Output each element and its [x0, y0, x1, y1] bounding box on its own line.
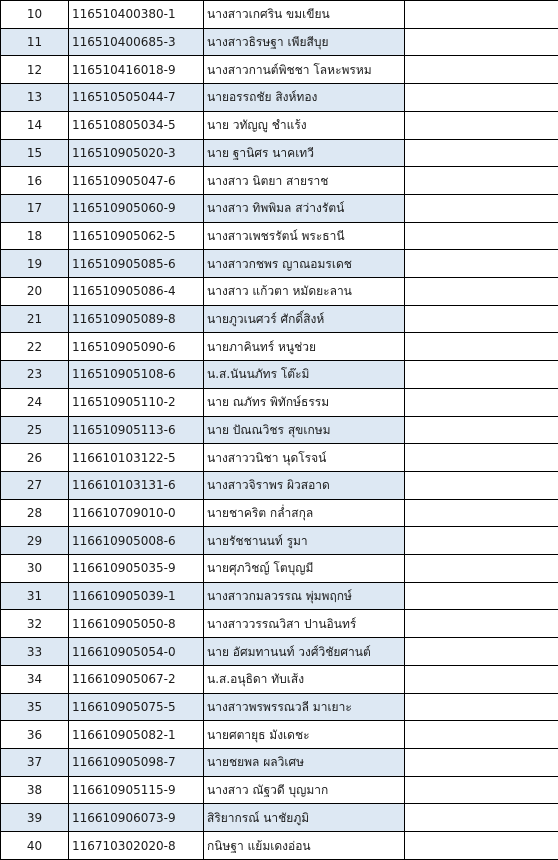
row-number-cell: 15 — [1, 139, 69, 167]
remark-cell — [405, 194, 558, 222]
row-number-cell: 38 — [1, 776, 69, 804]
row-number-cell: 31 — [1, 582, 69, 610]
student-name-cell: นางสาวเพชรรัตน์ พระธานี — [204, 222, 405, 250]
student-name-cell: นางสาว ทิพพิมล สว่างรัตน์ — [204, 194, 405, 222]
student-id-cell: 116510505044-7 — [69, 84, 204, 112]
remark-cell — [405, 56, 558, 84]
remark-cell — [405, 250, 558, 278]
student-name-cell: นางสาวจิราพร ผิวสอาด — [204, 471, 405, 499]
remark-cell — [405, 84, 558, 112]
remark-cell — [405, 721, 558, 749]
table-row — [1, 139, 558, 167]
table-body — [1, 1, 558, 860]
student-name-cell: นางสาววรรณวิสา ปานอินทร์ — [204, 610, 405, 638]
row-number-cell: 14 — [1, 111, 69, 139]
row-number-cell: 24 — [1, 388, 69, 416]
remark-cell — [405, 832, 558, 860]
remark-cell — [405, 471, 558, 499]
remark-cell — [405, 361, 558, 389]
student-id-cell: 116610905008-6 — [69, 527, 204, 555]
remark-cell — [405, 555, 558, 583]
student-id-cell: 116610905115-9 — [69, 776, 204, 804]
student-name-cell: นางสาวกมลวรรณ พุ่มพฤกษ์ — [204, 582, 405, 610]
student-id-cell: 116610905067-2 — [69, 665, 204, 693]
student-id-cell: 116610906073-9 — [69, 804, 204, 832]
table-row — [1, 776, 558, 804]
student-id-cell: 116510416018-9 — [69, 56, 204, 84]
student-id-cell: 116510905113-6 — [69, 416, 204, 444]
row-number-cell: 35 — [1, 693, 69, 721]
table-row — [1, 582, 558, 610]
student-name-cell: นายภาคินทร์ หนูช่วย — [204, 333, 405, 361]
row-number-cell: 37 — [1, 748, 69, 776]
remark-cell — [405, 167, 558, 195]
student-name-cell: นายรัชชานนท์ รูมา — [204, 527, 405, 555]
table-row — [1, 1, 558, 29]
remark-cell — [405, 444, 558, 472]
student-id-cell: 116610905035-9 — [69, 555, 204, 583]
student-id-cell: 116610709010-0 — [69, 499, 204, 527]
student-name-cell: นายชาคริต กล่ำสกุล — [204, 499, 405, 527]
remark-cell — [405, 776, 558, 804]
table-row — [1, 222, 558, 250]
row-number-cell: 25 — [1, 416, 69, 444]
table-row — [1, 388, 558, 416]
table-row — [1, 167, 558, 195]
row-number-cell: 21 — [1, 305, 69, 333]
student-id-cell: 116510905085-6 — [69, 250, 204, 278]
remark-cell — [405, 139, 558, 167]
row-number-cell: 10 — [1, 1, 69, 29]
table-row — [1, 693, 558, 721]
remark-cell — [405, 28, 558, 56]
remark-cell — [405, 305, 558, 333]
row-number-cell: 13 — [1, 84, 69, 112]
remark-cell — [405, 388, 558, 416]
student-id-cell: 116510905086-4 — [69, 278, 204, 306]
row-number-cell: 18 — [1, 222, 69, 250]
row-number-cell: 28 — [1, 499, 69, 527]
table-row — [1, 250, 558, 278]
remark-cell — [405, 111, 558, 139]
student-id-cell: 116710302020-8 — [69, 832, 204, 860]
student-name-cell: นางสาวธิรษฐา เพียสีบุย — [204, 28, 405, 56]
student-id-cell: 116610905054-0 — [69, 638, 204, 666]
table-row — [1, 471, 558, 499]
student-name-cell: สิริยากรณ์ นาชัยภูมิ — [204, 804, 405, 832]
student-name-cell: น.ส.อนุธิดา ทับเส้ง — [204, 665, 405, 693]
table-row — [1, 832, 558, 860]
row-number-cell: 36 — [1, 721, 69, 749]
remark-cell — [405, 278, 558, 306]
remark-cell — [405, 582, 558, 610]
remark-cell — [405, 222, 558, 250]
student-name-cell: นางสาวเกศริน ขมเขียน — [204, 1, 405, 29]
row-number-cell: 16 — [1, 167, 69, 195]
student-name-cell: นางสาวพรพรรณวลี มาเยาะ — [204, 693, 405, 721]
student-id-cell: 116510805034-5 — [69, 111, 204, 139]
remark-cell — [405, 416, 558, 444]
student-name-cell: นาย วทัญญู ชำแร้ง — [204, 111, 405, 139]
student-id-cell: 116610905050-8 — [69, 610, 204, 638]
table-row — [1, 444, 558, 472]
student-name-cell: นาย ปัณณวิชร สุขเกษม — [204, 416, 405, 444]
row-number-cell: 33 — [1, 638, 69, 666]
student-name-cell: นางสาว นิตยา สายราช — [204, 167, 405, 195]
row-number-cell: 27 — [1, 471, 69, 499]
table-row — [1, 499, 558, 527]
remark-cell — [405, 333, 558, 361]
student-id-cell: 116510905108-6 — [69, 361, 204, 389]
row-number-cell: 23 — [1, 361, 69, 389]
table-row — [1, 84, 558, 112]
table-row — [1, 665, 558, 693]
table-row — [1, 638, 558, 666]
student-id-cell: 116510905047-6 — [69, 167, 204, 195]
table-row — [1, 56, 558, 84]
student-name-cell: นายภูวเนศวร์ ศักดิ์สิงห์ — [204, 305, 405, 333]
row-number-cell: 34 — [1, 665, 69, 693]
student-id-cell: 116510905090-6 — [69, 333, 204, 361]
student-id-cell: 116610103122-5 — [69, 444, 204, 472]
student-id-cell: 116610103131-6 — [69, 471, 204, 499]
remark-cell — [405, 1, 558, 29]
table-row — [1, 28, 558, 56]
row-number-cell: 17 — [1, 194, 69, 222]
row-number-cell: 12 — [1, 56, 69, 84]
student-id-cell: 116610905039-1 — [69, 582, 204, 610]
student-name-cell: นายชยพล ผลวิเศษ — [204, 748, 405, 776]
row-number-cell: 29 — [1, 527, 69, 555]
table-row — [1, 748, 558, 776]
remark-cell — [405, 610, 558, 638]
student-name-cell: นาย อัศมทานนท์ วงศ์วิชัยศานต์ — [204, 638, 405, 666]
row-number-cell: 39 — [1, 804, 69, 832]
row-number-cell: 11 — [1, 28, 69, 56]
student-name-cell: นาย ณภัทร พิทักษ์ธรรม — [204, 388, 405, 416]
table-row — [1, 333, 558, 361]
student-id-cell: 116510905110-2 — [69, 388, 204, 416]
student-id-cell: 116510400380-1 — [69, 1, 204, 29]
student-name-cell: นายศตายุธ มังเดชะ — [204, 721, 405, 749]
row-number-cell: 22 — [1, 333, 69, 361]
student-name-cell: กนิษฐา แย้มเดงอ่อน — [204, 832, 405, 860]
student-name-cell: นายอรรถชัย สิงห์ทอง — [204, 84, 405, 112]
student-name-cell: นางสาวกานต์พิชชา โลหะพรหม — [204, 56, 405, 84]
table-row — [1, 721, 558, 749]
row-number-cell: 30 — [1, 555, 69, 583]
remark-cell — [405, 527, 558, 555]
remark-cell — [405, 638, 558, 666]
student-name-cell: นางสาววนิชา นุดโรจน์ — [204, 444, 405, 472]
student-name-cell: นางสาวกชพร ญาณอมรเดช — [204, 250, 405, 278]
table-row — [1, 305, 558, 333]
table-row — [1, 610, 558, 638]
remark-cell — [405, 804, 558, 832]
row-number-cell: 20 — [1, 278, 69, 306]
table-row — [1, 527, 558, 555]
student-id-cell: 116610905098-7 — [69, 748, 204, 776]
remark-cell — [405, 665, 558, 693]
student-id-cell: 116510905020-3 — [69, 139, 204, 167]
student-id-cell: 116510905089-8 — [69, 305, 204, 333]
student-name-cell: นางสาว แก้วตา หมัดยะลาน — [204, 278, 405, 306]
student-name-cell: น.ส.นันนภัทร โต๊ะมิ — [204, 361, 405, 389]
student-name-cell: นางสาว ณัฐวดี บุญมาก — [204, 776, 405, 804]
table-row — [1, 278, 558, 306]
student-id-cell: 116510905062-5 — [69, 222, 204, 250]
remark-cell — [405, 499, 558, 527]
row-number-cell: 19 — [1, 250, 69, 278]
student-name-cell: นาย ฐานิศร นาคเทวี — [204, 139, 405, 167]
student-id-cell: 116510400685-3 — [69, 28, 204, 56]
table-row — [1, 194, 558, 222]
remark-cell — [405, 693, 558, 721]
remark-cell — [405, 748, 558, 776]
student-name-cell: นายศุภวิชญ์ โตบุญมี — [204, 555, 405, 583]
row-number-cell: 40 — [1, 832, 69, 860]
table-row — [1, 804, 558, 832]
table-row — [1, 555, 558, 583]
student-id-cell: 116610905075-5 — [69, 693, 204, 721]
table-row — [1, 416, 558, 444]
row-number-cell: 32 — [1, 610, 69, 638]
table-row — [1, 361, 558, 389]
row-number-cell: 26 — [1, 444, 69, 472]
student-id-cell: 116610905082-1 — [69, 721, 204, 749]
table-row — [1, 111, 558, 139]
student-id-cell: 116510905060-9 — [69, 194, 204, 222]
